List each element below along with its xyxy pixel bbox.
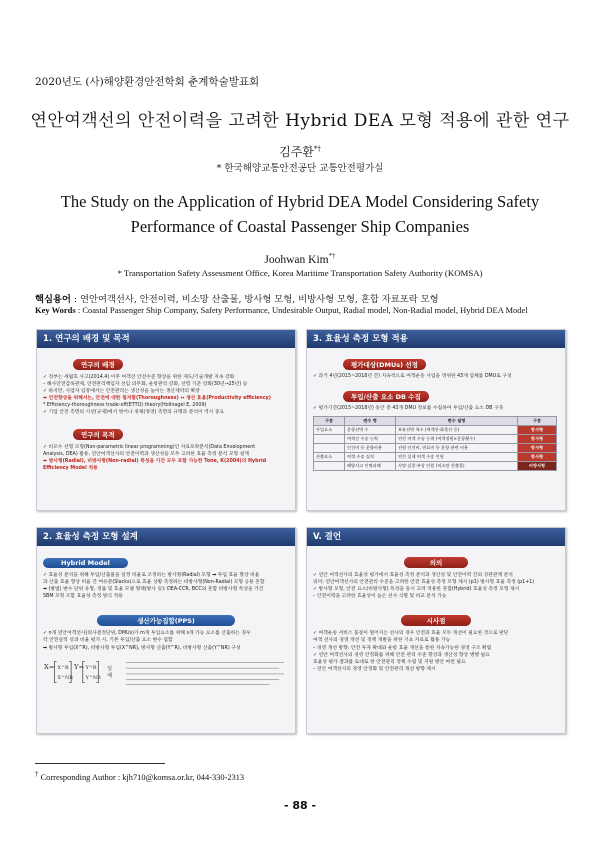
sig-line: – 안전이력을 고려한 효율성이 높은 선사 식별 및 비교 분석 가능 [313, 594, 447, 600]
table-row [314, 453, 557, 462]
table-cell: 보유선박 척수 (여객선·화물선 등) [396, 426, 518, 435]
korean-affiliation: * 한국해양교통안전공단 교통안전평가실 [216, 163, 384, 174]
matrix-formula-graphic [43, 659, 101, 685]
panel-research-background [36, 329, 296, 511]
svg-text:X^R: X^R [57, 664, 69, 671]
table-cell: 연간 여객 수송 능력 (여객정원×운항횟수) [396, 435, 518, 444]
table-header: 변수 설명 [396, 417, 518, 426]
footnote-divider [35, 763, 165, 764]
table-header: 구분 [518, 417, 557, 426]
formula-block [43, 657, 289, 687]
table-cell: 여객선 수송 능력 [345, 435, 396, 444]
table-cell: 연간 실제 여객 수송 인원 [396, 453, 518, 462]
english-affiliation: * Transportation Safety Assessment Office, Korea Maritime Transportation Safety Authority (KOMSA) [117, 268, 483, 278]
pps-text [43, 630, 289, 651]
bg-line: ➡ 안전향상을 위해서는, 안전에 대한 철저함(Thoroughness) ↔ 생산 효율(Productivity efficiency) [43, 396, 271, 402]
bg-line: * Efficiency-thoroughness trade-off(ETTO) theory(Hollnagel E, 2009) [43, 403, 207, 409]
goal-text [43, 444, 289, 472]
table-cell: 방사형 [518, 453, 557, 462]
english-author-name: Joohwan Kim [264, 253, 329, 266]
korean-author-name: 김주환 [279, 145, 314, 159]
imp-line: 여객 선사의 경영 개선 및 정책 개발을 위한 기초 자료로 활용 가능 [313, 638, 451, 644]
bg-line: – 해사안전감독관제, 안전관리책임자 선임 의무화, 운항관리 강화, 선령 기준 강화(30년→25년) 등 [43, 382, 248, 388]
hybrid-text [43, 572, 289, 600]
imp-line: – 경영 개선 방향: 안전 투자 확대와 운항 효율 개선을 통한 지속가능한 경영 구조 확립 [313, 645, 492, 651]
table-cell: 방사형 [518, 435, 557, 444]
svg-text:Y^NR: Y^NR [85, 674, 101, 681]
english-author-mark: *† [328, 252, 336, 260]
table-row [314, 462, 557, 471]
korean-author-mark: *† [313, 145, 321, 153]
table-cell: 방사형 [518, 426, 557, 435]
table-header: 구분 [314, 417, 345, 426]
table-cell: 비방사형 [518, 462, 557, 471]
db-text: ✓ 평가기간(2015~2018년) 동안 총 43개 DMU 정보를 수집하여 투입/산출 요소 DB 구축 [313, 406, 504, 412]
subsection-goal-pill: 연구의 목적 [73, 429, 123, 440]
subsection-dmu-pill: 평가대상(DMUs) 선정 [343, 359, 426, 370]
panel-conclusion [306, 527, 566, 734]
korean-keywords [35, 291, 439, 305]
subsection-implication-pill: 시사점 [401, 615, 472, 626]
background-text [43, 374, 289, 417]
variables-table [313, 416, 557, 471]
table-cell: 선원 인건비, 연료비 등 운항 관련 비용 [396, 444, 518, 453]
svg-text:X=: X= [43, 662, 55, 671]
pps-line: 각 안전실적 성과 비율 평가 시, 기본 투입/산출 요소 변수 집합 [43, 638, 173, 644]
table-cell: 산출요소 [314, 453, 345, 462]
svg-text:Y^R: Y^R [85, 664, 97, 671]
hybrid-line: SBM 모형 조합 효율성 측정 방식 적용 [43, 594, 123, 600]
english-title-line2: Performance of Coastal Passenger Ship Companies [130, 217, 470, 236]
svg-text:Y=: Y= [74, 662, 85, 671]
sig-line: ✓ 연안 여객선사의 효율성 평가에서 효율성 측정 분석과 생산성 및 안전이력 간의 상관관계 분석 [313, 573, 513, 578]
hybrid-line: ✓ 효율성 분석을 위해 투입/산출물을 일정 비율로 조정하는 방사형(Radial) 모형 ➡ 투입 효율 향상 비율 [43, 573, 260, 578]
table-cell: 운항선박 수 [345, 426, 396, 435]
english-keywords-text: : Coastal Passenger Ship Company, Safety Performance, Undesirable Output, Radial model, Non-Radial model, Hybrid DEA Model [75, 305, 528, 315]
panel-model-design [36, 527, 296, 734]
sig-line: ✓ 방사형 모형, 안전 요소(비방사형) 특성을 동시 고려 적용한 혼합(Hybrid) 효율성 측정 모형 제시 [313, 587, 520, 593]
table-row [314, 444, 557, 453]
korean-author [0, 143, 600, 160]
pps-line: ✓ n개 연안여객선사(의사결정단위, DMUs)가 m개 투입요소를 위해 s개 가능 요소를 산출하는 경우 [43, 631, 251, 637]
hybrid-line: 과 산출 효율 향상 비율 간 여유분(Slacks)으로 효율 상황 측정하는 비방사형(Non-Radial) 모형 응용 혼합 [43, 580, 265, 586]
subsection-db-pill: 투입/산출 요소 DB 수집 [343, 391, 429, 402]
footnote [35, 770, 244, 782]
goal-line: Efficiency Model 적용 [43, 465, 98, 471]
korean-keywords-text: : 연안여객선사, 안전이력, 비소망 산출물, 방사형 모형, 비방사형 모형, 혼합 자료포락 모형 [70, 294, 439, 305]
table-row [314, 426, 557, 435]
english-author [0, 252, 600, 266]
panel-4-title: V. 결언 [307, 528, 565, 546]
bg-line: ✓ 기업 안전 측면의 시선(규제)에서 벗어나 경제(경영) 측면의 규명과 분석이 역시 중요 [43, 410, 225, 416]
matrix-definitions-graphic [124, 657, 289, 687]
subsection-background-pill: 연구의 배경 [73, 359, 123, 370]
table-cell [314, 462, 345, 471]
table-cell: 인건비 등 운항비용 [345, 444, 396, 453]
english-keywords [35, 305, 528, 315]
bg-line: ✓ 하지만, 사업자 입장에서는 안전관리는 생산성을 높이는 생산제약의 확장 [43, 389, 200, 395]
table-cell: 사망·실종·부상 인원 (비소망 산출물) [396, 462, 518, 471]
table-cell: 투입요소 [314, 426, 345, 435]
panel-model-application [306, 329, 566, 511]
table-cell: 해양사고 인명피해 [345, 462, 396, 471]
imp-line: 효율성 평가 결과를 토대로 한 안전관리 정책 수립 및 지원 방안 마련 필요 [313, 659, 466, 665]
hybrid-line: ➡ (방법) 변수 단위 유형, 정률 및 효율 모델 형태(방사 등): DEA-CCR, BCC와 혼합 비방사형 특성을 가진 [43, 587, 264, 593]
subsection-pps-pill: 생산가능집합(PPS) [97, 615, 235, 626]
footnote-mark: † [35, 770, 39, 778]
goal-line: ➡ 방사형(Radial), 비방사형(Non-radial) 특성을 가진 모두 포함 가능한 Tone, K(2004)의 Hybrid [43, 458, 267, 464]
korean-keywords-label: 핵심용어 [35, 294, 71, 305]
pps-line: ➡ 방사형 투입(X^R), 비방사형 투입(X^NR), 방사형 산출(Y^R), 비방사형 산출(Y^NR) 구성 [43, 645, 241, 651]
subsection-significance-pill: 의의 [404, 557, 469, 568]
imp-line: ✓ 연안 여객선사의 경영 안정화를 위해 안전 관리 수준 향상과 생산성 향상 병행 필요 [313, 652, 490, 658]
table-cell: 방사형 [518, 444, 557, 453]
imp-line: ✓ 여객운송 서비스 품질이 떨어지는 선사의 경우 안전과 효율 모두 개선이 필요한 것으로 판단 [313, 631, 509, 637]
bg-line: ✓ 정부는 세월호 사고(2014.4) 이후 여객선 안전수준 향상을 위한 제도/기술개발 지속 강화 [43, 375, 235, 380]
goal-line: Analysis, DEA) 활용, 연안여객선사의 안전이력과 생산성을 모두 고려한 효율 측정 분석 모형 설계 [43, 451, 249, 457]
subsection-hybrid-pill: Hybrid Model [43, 558, 128, 568]
english-keywords-label: Key Words [35, 305, 76, 315]
table-cell: 여객 수송 실적 [345, 453, 396, 462]
english-title-line1: The Study on the Application of Hybrid DEA Model Considering Safety [60, 192, 540, 211]
formula-when-label: 일 때 [107, 665, 113, 679]
implication-text [313, 630, 559, 673]
table-row [314, 435, 557, 444]
page-number: - 88 - [283, 799, 317, 812]
table-cell [314, 435, 345, 444]
dmu-text: ✓ 과거 4년(2015~2018년 간) 지속적으로 여객운송 사업을 영위한 43개 업체를 DMU로 구성 [313, 374, 512, 379]
conference-header: 2020년도 (사)해양환경안전학회 춘계학술발표회 [35, 76, 260, 88]
panel-2-title: 3. 효율성 측정 모형 적용 [307, 330, 565, 348]
english-title [20, 189, 580, 239]
panel-1-title: 1. 연구의 배경 및 목적 [37, 330, 295, 348]
sig-line: 의미: 연안여객선사의 안전관리 수준을 고려한 안전 효율성 측정 모형 제시 (p1) 방사형 효율 측정 (p1+1) [313, 580, 535, 586]
footnote-text: Corresponding Author : kjh710@komsa.or.kr, 044-330-2313 [38, 772, 245, 782]
korean-title: 연안여객선의 안전이력을 고려한 Hybrid DEA 모형 적용에 관한 연구 [30, 111, 570, 131]
table-cell [314, 444, 345, 453]
imp-line: – 연안 여객선사의 경영 안정화 및 안전관리 개선 방향 제시 [313, 666, 436, 672]
svg-text:X^NR: X^NR [57, 674, 73, 681]
significance-text [313, 572, 559, 600]
panel-3-title: 2. 효율성 측정 모형 설계 [37, 528, 295, 546]
goal-line: ✓ 비모수 선형 모형(Non-parametric linear programming)인 자료포락분석(Data Envelopment [43, 444, 256, 450]
table-header: 변수 명 [345, 417, 396, 426]
